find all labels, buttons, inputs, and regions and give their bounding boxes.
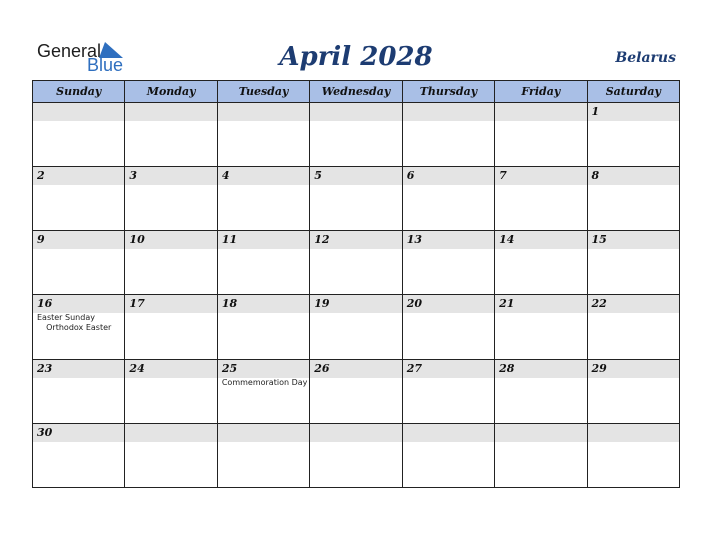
day-cell bbox=[217, 423, 309, 487]
day-number: 28 bbox=[495, 360, 586, 378]
day-cell bbox=[217, 103, 309, 167]
day-number: 13 bbox=[403, 231, 494, 249]
day-number: 15 bbox=[588, 231, 679, 249]
day-cell bbox=[402, 295, 494, 359]
calendar-title: April 2028 bbox=[279, 42, 433, 72]
day-number: 26 bbox=[310, 360, 401, 378]
day-cell bbox=[33, 103, 125, 167]
day-number: 1 bbox=[588, 103, 679, 121]
day-number: 19 bbox=[310, 295, 401, 313]
day-number bbox=[218, 424, 309, 442]
day-number bbox=[218, 103, 309, 121]
day-cell bbox=[495, 295, 587, 359]
day-number: 12 bbox=[310, 231, 401, 249]
day-number: 24 bbox=[125, 360, 216, 378]
day-number: 4 bbox=[218, 167, 309, 185]
day-cell bbox=[33, 359, 125, 423]
day-cell bbox=[402, 167, 494, 231]
day-number bbox=[495, 103, 586, 121]
event-orthodox-easter: Orthodox Easter bbox=[46, 323, 112, 333]
day-cell bbox=[125, 359, 217, 423]
day-cell bbox=[33, 295, 125, 359]
calendar-grid bbox=[32, 80, 680, 488]
day-cell bbox=[125, 423, 217, 487]
day-number: 29 bbox=[588, 360, 679, 378]
weekday-thursday: Thursday bbox=[402, 81, 494, 103]
day-cell bbox=[217, 295, 309, 359]
day-number bbox=[125, 424, 216, 442]
day-cell bbox=[587, 423, 679, 487]
day-number: 3 bbox=[125, 167, 216, 185]
event-commemoration-day: Commemoration Day bbox=[221, 377, 308, 387]
day-number: 14 bbox=[495, 231, 586, 249]
day-number bbox=[310, 424, 401, 442]
day-number: 6 bbox=[403, 167, 494, 185]
day-number: 22 bbox=[588, 295, 679, 313]
day-number bbox=[125, 103, 216, 121]
day-number: 25 bbox=[218, 360, 309, 378]
day-cell bbox=[310, 295, 402, 359]
day-number: 5 bbox=[310, 167, 401, 185]
weekday-tuesday: Tuesday bbox=[217, 81, 309, 103]
day-number: 2 bbox=[33, 167, 124, 185]
day-cell bbox=[587, 103, 679, 167]
week-row bbox=[33, 359, 680, 423]
day-cell bbox=[217, 231, 309, 295]
day-cell bbox=[33, 231, 125, 295]
weekday-wednesday: Wednesday bbox=[310, 81, 402, 103]
day-cell bbox=[125, 167, 217, 231]
day-cell bbox=[587, 359, 679, 423]
day-cell bbox=[125, 103, 217, 167]
week-row bbox=[33, 167, 680, 231]
day-cell bbox=[217, 167, 309, 231]
day-cell bbox=[310, 423, 402, 487]
day-cell bbox=[402, 423, 494, 487]
day-number bbox=[403, 424, 494, 442]
day-number: 9 bbox=[33, 231, 124, 249]
logo-general-text: General bbox=[37, 41, 102, 61]
day-number: 23 bbox=[33, 360, 124, 378]
day-cell bbox=[310, 167, 402, 231]
day-number: 8 bbox=[588, 167, 679, 185]
day-number: 27 bbox=[403, 360, 494, 378]
day-cell bbox=[587, 231, 679, 295]
day-cell bbox=[495, 359, 587, 423]
day-number: 17 bbox=[125, 295, 216, 313]
day-cell bbox=[310, 231, 402, 295]
day-number bbox=[33, 103, 124, 121]
day-cell bbox=[125, 231, 217, 295]
country-label: Belarus bbox=[615, 50, 676, 66]
day-cell bbox=[587, 167, 679, 231]
day-number bbox=[495, 424, 586, 442]
day-cell bbox=[495, 231, 587, 295]
event-easter-sunday: Easter Sunday bbox=[37, 313, 95, 323]
week-row bbox=[33, 295, 680, 359]
weekday-monday: Monday bbox=[125, 81, 217, 103]
weekday-sunday: Sunday bbox=[33, 81, 125, 103]
day-cell bbox=[495, 423, 587, 487]
day-cell bbox=[402, 103, 494, 167]
day-number bbox=[310, 103, 401, 121]
day-cell bbox=[33, 423, 125, 487]
weekday-friday: Friday bbox=[495, 81, 587, 103]
week-row bbox=[33, 231, 680, 295]
day-cell bbox=[217, 359, 309, 423]
week-row bbox=[33, 103, 680, 167]
week-row bbox=[33, 423, 680, 487]
generalblue-logo bbox=[37, 40, 137, 74]
day-number: 10 bbox=[125, 231, 216, 249]
logo-blue-text: Blue bbox=[87, 55, 124, 75]
day-number: 20 bbox=[403, 295, 494, 313]
day-cell bbox=[33, 167, 125, 231]
day-cell bbox=[587, 295, 679, 359]
day-number bbox=[588, 424, 679, 442]
day-number: 16 bbox=[33, 295, 124, 313]
day-cell bbox=[310, 103, 402, 167]
day-number: 11 bbox=[218, 231, 309, 249]
weekday-saturday: Saturday bbox=[587, 81, 679, 103]
day-cell bbox=[125, 295, 217, 359]
day-cell bbox=[495, 167, 587, 231]
day-number: 18 bbox=[218, 295, 309, 313]
day-number: 7 bbox=[495, 167, 586, 185]
day-cell bbox=[402, 359, 494, 423]
weekday-header-row bbox=[33, 81, 680, 103]
day-cell bbox=[402, 231, 494, 295]
day-cell bbox=[310, 359, 402, 423]
day-number bbox=[403, 103, 494, 121]
day-number: 21 bbox=[495, 295, 586, 313]
day-cell bbox=[495, 103, 587, 167]
day-number: 30 bbox=[33, 424, 124, 442]
